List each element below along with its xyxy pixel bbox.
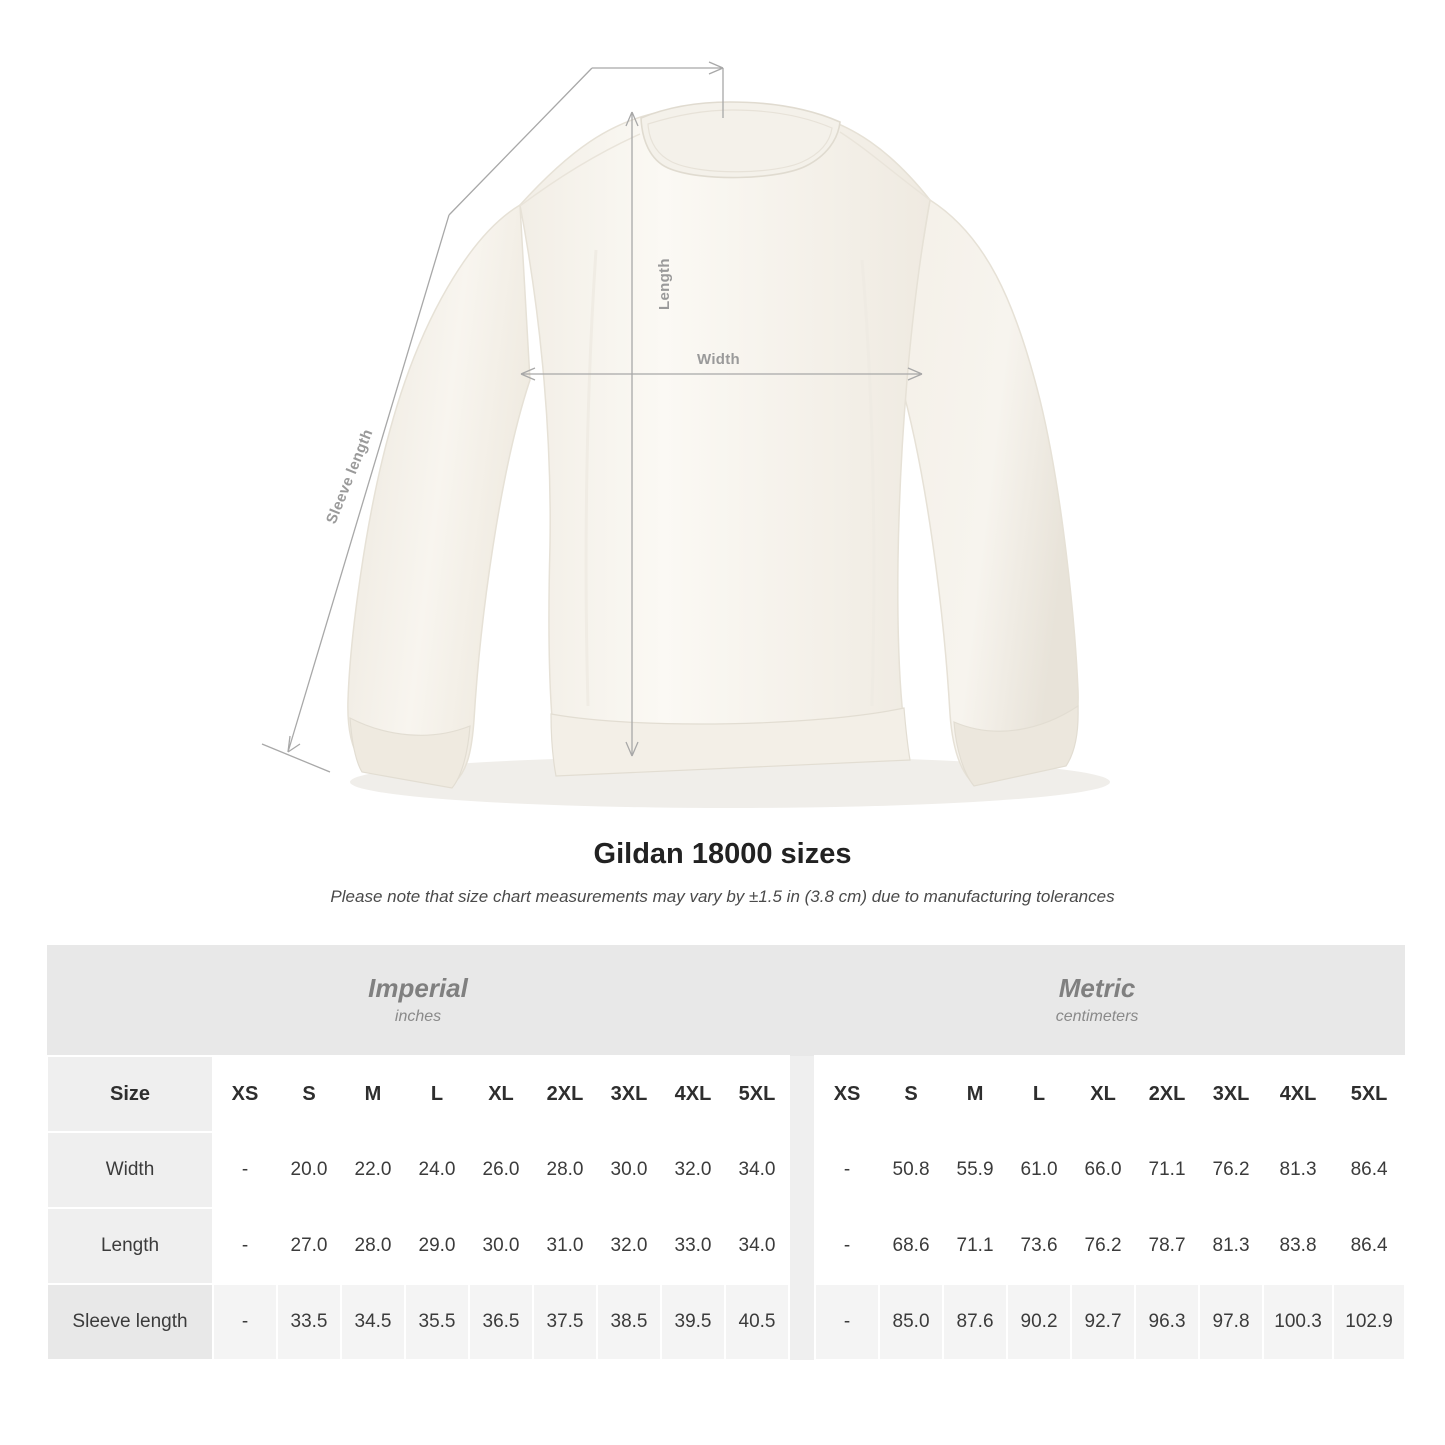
header-row (47, 1056, 1405, 1132)
cell-length-imperial-xs: - (213, 1208, 277, 1284)
cell-sleeve-imperial-xs: - (213, 1284, 277, 1360)
col-header-metric-s: S (879, 1056, 943, 1132)
cell-sleeve-metric-3xl: 97.8 (1199, 1284, 1263, 1360)
col-header-imperial-3xl: 3XL (597, 1056, 661, 1132)
cell-width-imperial-m: 22.0 (341, 1132, 405, 1208)
column-spacer (789, 1208, 815, 1284)
cell-length-imperial-3xl: 32.0 (597, 1208, 661, 1284)
cell-length-metric-2xl: 78.7 (1135, 1208, 1199, 1284)
cell-length-metric-s: 68.6 (879, 1208, 943, 1284)
cell-length-imperial-l: 29.0 (405, 1208, 469, 1284)
col-header-metric-4xl: 4XL (1263, 1056, 1333, 1132)
cell-width-imperial-3xl: 30.0 (597, 1132, 661, 1208)
tolerance-note: Please note that size chart measurements may vary by ±1.5 in (3.8 cm) due to manufacturing tolerances (330, 887, 1115, 906)
cell-width-metric-4xl: 81.3 (1263, 1132, 1333, 1208)
cell-sleeve-imperial-s: 33.5 (277, 1284, 341, 1360)
col-header-metric-5xl: 5XL (1333, 1056, 1405, 1132)
width-label: Width (697, 351, 741, 368)
metric-unit-cell (789, 945, 1405, 1056)
cell-sleeve-metric-xs: - (815, 1284, 879, 1360)
cell-width-metric-2xl: 71.1 (1135, 1132, 1199, 1208)
cell-width-imperial-5xl: 34.0 (725, 1132, 789, 1208)
cell-width-metric-xs: - (815, 1132, 879, 1208)
cell-width-metric-l: 61.0 (1007, 1132, 1071, 1208)
page-title: Gildan 18000 sizes (593, 838, 852, 870)
cell-length-imperial-2xl: 31.0 (533, 1208, 597, 1284)
cell-length-imperial-s: 27.0 (277, 1208, 341, 1284)
cell-length-metric-5xl: 86.4 (1333, 1208, 1405, 1284)
size-table (46, 945, 1406, 1361)
cell-sleeve-imperial-xl: 36.5 (469, 1284, 533, 1360)
col-header-imperial-s: S (277, 1056, 341, 1132)
cell-length-imperial-5xl: 34.0 (725, 1208, 789, 1284)
cell-length-metric-xs: - (815, 1208, 879, 1284)
cell-width-metric-xl: 66.0 (1071, 1132, 1135, 1208)
col-header-imperial-l: L (405, 1056, 469, 1132)
col-header-metric-l: L (1007, 1056, 1071, 1132)
sleeve-length-label: Sleeve length (323, 426, 377, 527)
length-label: Length (656, 258, 673, 310)
metric-unit-name: Metric (1058, 972, 1136, 1003)
cell-length-imperial-xl: 30.0 (469, 1208, 533, 1284)
cell-width-imperial-xs: - (213, 1132, 277, 1208)
table-row (47, 1284, 1405, 1360)
size-table-wrapper (46, 945, 1399, 1361)
col-header-imperial-m: M (341, 1056, 405, 1132)
cell-sleeve-imperial-5xl: 40.5 (725, 1284, 789, 1360)
cell-width-metric-m: 55.9 (943, 1132, 1007, 1208)
cell-width-imperial-2xl: 28.0 (533, 1132, 597, 1208)
col-header-metric-xl: XL (1071, 1056, 1135, 1132)
cell-width-imperial-4xl: 32.0 (661, 1132, 725, 1208)
cell-width-imperial-l: 24.0 (405, 1132, 469, 1208)
col-header-imperial-5xl: 5XL (725, 1056, 789, 1132)
cell-sleeve-metric-s: 85.0 (879, 1284, 943, 1360)
cell-sleeve-imperial-4xl: 39.5 (661, 1284, 725, 1360)
col-header-imperial-2xl: 2XL (533, 1056, 597, 1132)
row-label-width: Width (47, 1132, 213, 1208)
metric-unit-sub: centimeters (1055, 1008, 1139, 1026)
cell-length-imperial-m: 28.0 (341, 1208, 405, 1284)
cell-width-metric-3xl: 76.2 (1199, 1132, 1263, 1208)
cell-sleeve-metric-2xl: 96.3 (1135, 1284, 1199, 1360)
cell-sleeve-metric-m: 87.6 (943, 1284, 1007, 1360)
col-header-imperial-xl: XL (469, 1056, 533, 1132)
cell-length-metric-3xl: 81.3 (1199, 1208, 1263, 1284)
table-row (47, 1132, 1405, 1208)
col-header-metric-m: M (943, 1056, 1007, 1132)
col-header-metric-2xl: 2XL (1135, 1056, 1199, 1132)
cell-sleeve-imperial-m: 34.5 (341, 1284, 405, 1360)
row-label-length: Length (47, 1208, 213, 1284)
column-spacer (789, 1132, 815, 1208)
cell-length-metric-l: 73.6 (1007, 1208, 1071, 1284)
table-row (47, 1208, 1405, 1284)
cell-width-metric-s: 50.8 (879, 1132, 943, 1208)
col-header-imperial-xs: XS (213, 1056, 277, 1132)
cell-sleeve-metric-l: 90.2 (1007, 1284, 1071, 1360)
imperial-unit-sub: inches (394, 1008, 442, 1026)
imperial-unit-name: Imperial (368, 972, 468, 1003)
cell-sleeve-metric-xl: 92.7 (1071, 1284, 1135, 1360)
cell-sleeve-imperial-3xl: 38.5 (597, 1284, 661, 1360)
row-label-sleeve-length: Sleeve length (47, 1284, 213, 1360)
cell-width-metric-5xl: 86.4 (1333, 1132, 1405, 1208)
imperial-unit-cell (47, 945, 789, 1056)
column-spacer (789, 1284, 815, 1360)
size-header: Size (47, 1056, 213, 1132)
cell-sleeve-metric-5xl: 102.9 (1333, 1284, 1405, 1360)
cell-sleeve-imperial-l: 35.5 (405, 1284, 469, 1360)
cell-sleeve-metric-4xl: 100.3 (1263, 1284, 1333, 1360)
cell-width-imperial-s: 20.0 (277, 1132, 341, 1208)
cell-sleeve-imperial-2xl: 37.5 (533, 1284, 597, 1360)
col-header-imperial-4xl: 4XL (661, 1056, 725, 1132)
cell-length-metric-m: 71.1 (943, 1208, 1007, 1284)
cell-width-imperial-xl: 26.0 (469, 1132, 533, 1208)
cell-length-imperial-4xl: 33.0 (661, 1208, 725, 1284)
column-spacer (789, 1056, 815, 1132)
cell-length-metric-xl: 76.2 (1071, 1208, 1135, 1284)
cell-length-metric-4xl: 83.8 (1263, 1208, 1333, 1284)
col-header-metric-xs: XS (815, 1056, 879, 1132)
title-block (0, 838, 1445, 907)
units-row (47, 945, 1405, 1056)
col-header-metric-3xl: 3XL (1199, 1056, 1263, 1132)
